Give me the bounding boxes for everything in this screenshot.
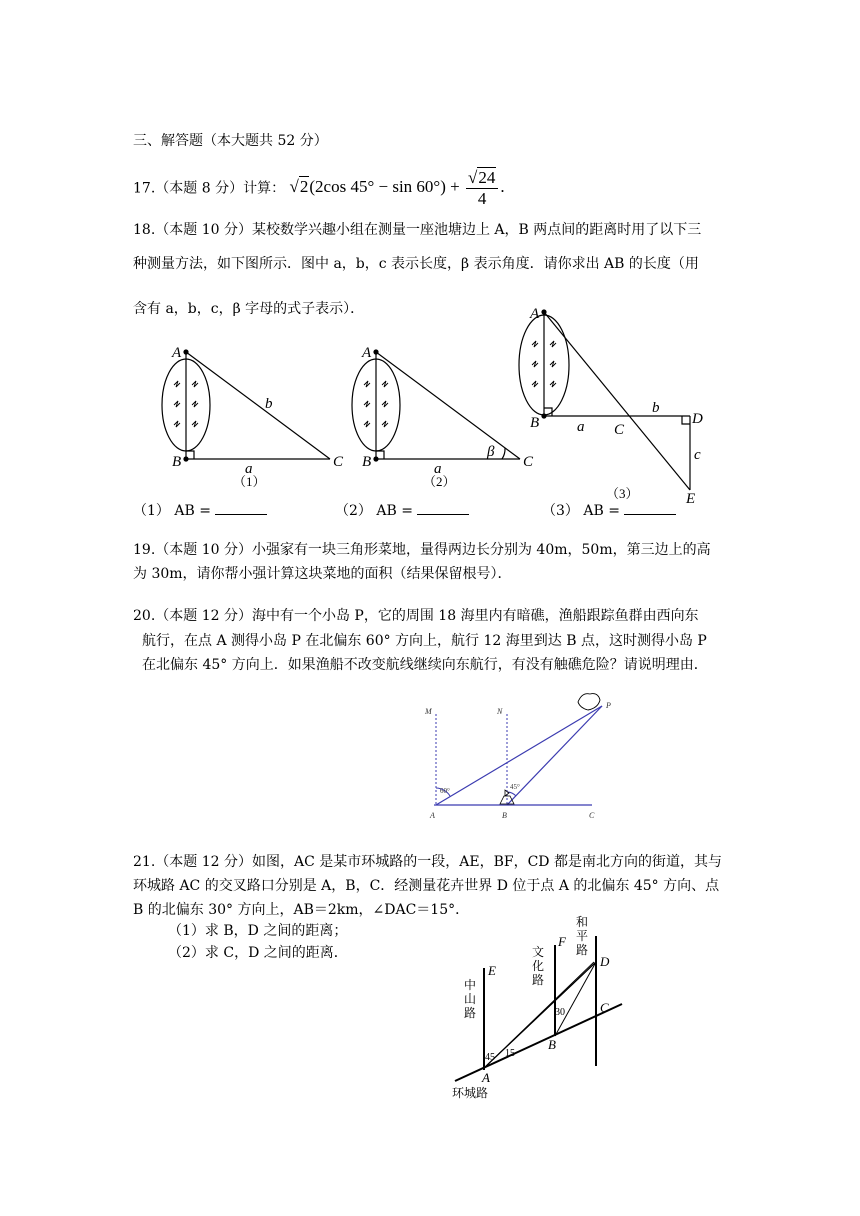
- road-huancheng-label: 环城路: [452, 1086, 489, 1100]
- fig2-label-beta: β: [487, 444, 495, 460]
- fig3-caption: （3）: [606, 486, 639, 501]
- road-heping-1: 和: [576, 915, 589, 929]
- q21-label-C: C: [600, 1000, 609, 1015]
- q21-angle-30: 30: [555, 1007, 565, 1018]
- road-zhongshan-2: 山: [464, 992, 477, 1006]
- q21-sub-1: （1）求 B，D 之间的距离；: [168, 923, 348, 939]
- q21-angle-15: 15: [505, 1048, 515, 1059]
- fig1-label-A: A: [172, 345, 182, 361]
- q18-line-2: 种测量方法，如下图所示．图中 a，b，c 表示长度，β 表示角度．请你求出 AB 的长度（用: [133, 256, 699, 272]
- road-heping-3: 路: [576, 943, 589, 957]
- fig1-label-B: B: [172, 454, 182, 470]
- q18-figure-1: [162, 350, 330, 461]
- q19-line-1: 19.（本题 10 分）小强家有一块三角形菜地，量得两边长分别为 40m，50m，第三边上的高: [133, 542, 711, 558]
- fig2-caption: （2）: [423, 474, 456, 489]
- road-wenhua-2: 化: [532, 959, 545, 973]
- q17-fraction: $\frac{√24}{4}$: [466, 168, 498, 209]
- fig1-caption: （1）: [233, 474, 266, 489]
- section-title: 三、解答题（本大题共 52 分）: [133, 133, 328, 149]
- fig3-label-B: B: [530, 415, 540, 431]
- q20-line-1: 20.（本题 12 分）海中有一个小岛 P，它的周围 18 海里内有暗礁，渔船跟踪鱼群由西向东: [133, 608, 699, 624]
- q20-label-B: B: [502, 811, 507, 820]
- fig3-label-C: C: [614, 422, 625, 438]
- q18-line-3: 含有 a，b，c，β 字母的式子表示）．: [133, 301, 365, 317]
- fig2-label-A: A: [362, 345, 372, 361]
- q20-label-P: P: [606, 701, 611, 710]
- q21-label-A: A: [482, 1070, 490, 1085]
- q21-label-F: F: [558, 934, 566, 949]
- q21-line-2: 环城路 AC 的交叉路口分别是 A，B，C．经测量花卉世界 D 位于点 A 的北偏东 45° 方向、点: [133, 878, 720, 894]
- road-wenhua-3: 路: [532, 973, 545, 987]
- q21-label-E: E: [488, 963, 496, 978]
- q20-line-3: 在北偏东 45° 方向上．如果渔船不改变航线继续向东航行，有没有触礁危险？请说明理由．: [142, 657, 708, 673]
- fig2-label-a: a: [434, 461, 442, 477]
- fig1-label-b: b: [265, 396, 273, 412]
- road-heping-2: 平: [576, 929, 589, 943]
- q19-line-2: 为 30m，请你帮小强计算这块菜地的面积（结果保留根号）．: [133, 566, 512, 582]
- q17-expression: √2(2cos 45° − sin 60°) + $\frac{√24}{4}$ .: [289, 168, 505, 208]
- q18-answer-1: （1） AB =: [133, 500, 267, 521]
- q20-line-2: 航行，在点 A 测得小岛 P 在北偏东 60° 方向上，航行 12 海里到达 B 点，这时测得小岛 P: [142, 633, 707, 649]
- fig2-label-B: B: [362, 454, 372, 470]
- fig3-label-E: E: [686, 491, 696, 507]
- q21-line-3: B 的北偏东 30° 方向上，AB＝2km，∠DAC＝15°．: [133, 902, 470, 918]
- island-icon: [578, 694, 600, 710]
- q18-answer-2: （2） AB =: [335, 500, 469, 521]
- road-zhongshan-1: 中: [464, 978, 477, 992]
- q21-label-B: B: [548, 1037, 556, 1052]
- q20-label-M: M: [425, 707, 432, 716]
- q20-angle-45: 45°: [510, 783, 520, 791]
- q21-line-1: 21.（本题 12 分）如图，AC 是某市环城路的一段，AE，BF，CD 都是南北方向的街道，其与: [133, 854, 722, 870]
- q20-label-N: N: [497, 707, 503, 716]
- q20-label-C: C: [589, 811, 595, 820]
- fig1-label-C: C: [333, 454, 344, 470]
- fig3-label-c: c: [694, 447, 701, 463]
- q20-angle-60: 60°: [440, 787, 450, 795]
- fig3-label-b: b: [652, 400, 660, 416]
- q18-line-1: 18.（本题 10 分）某校数学兴趣小组在测量一座池塘边上 A，B 两点间的距离时用了以下三: [133, 222, 702, 238]
- fig3-label-A: A: [530, 306, 540, 322]
- fig3-label-D: D: [692, 411, 703, 427]
- road-wenhua-1: 文: [532, 945, 545, 959]
- q20-label-A: A: [430, 811, 435, 820]
- q17-prefix: 17.（本题 8 分）计算：: [133, 180, 286, 197]
- q18-answer-3: （3） AB =: [542, 500, 676, 521]
- fig2-label-C: C: [523, 454, 534, 470]
- q18-figure-3: [519, 310, 690, 490]
- fig1-label-a: a: [245, 461, 253, 477]
- fig3-label-a: a: [577, 419, 585, 435]
- q21-angle-45: 45: [485, 1052, 495, 1063]
- q18-figure-2: [352, 350, 520, 461]
- q21-sub-2: （2）求 C，D 之间的距离．: [168, 945, 348, 961]
- road-zhongshan-3: 路: [464, 1006, 477, 1020]
- q21-label-D: D: [600, 954, 610, 969]
